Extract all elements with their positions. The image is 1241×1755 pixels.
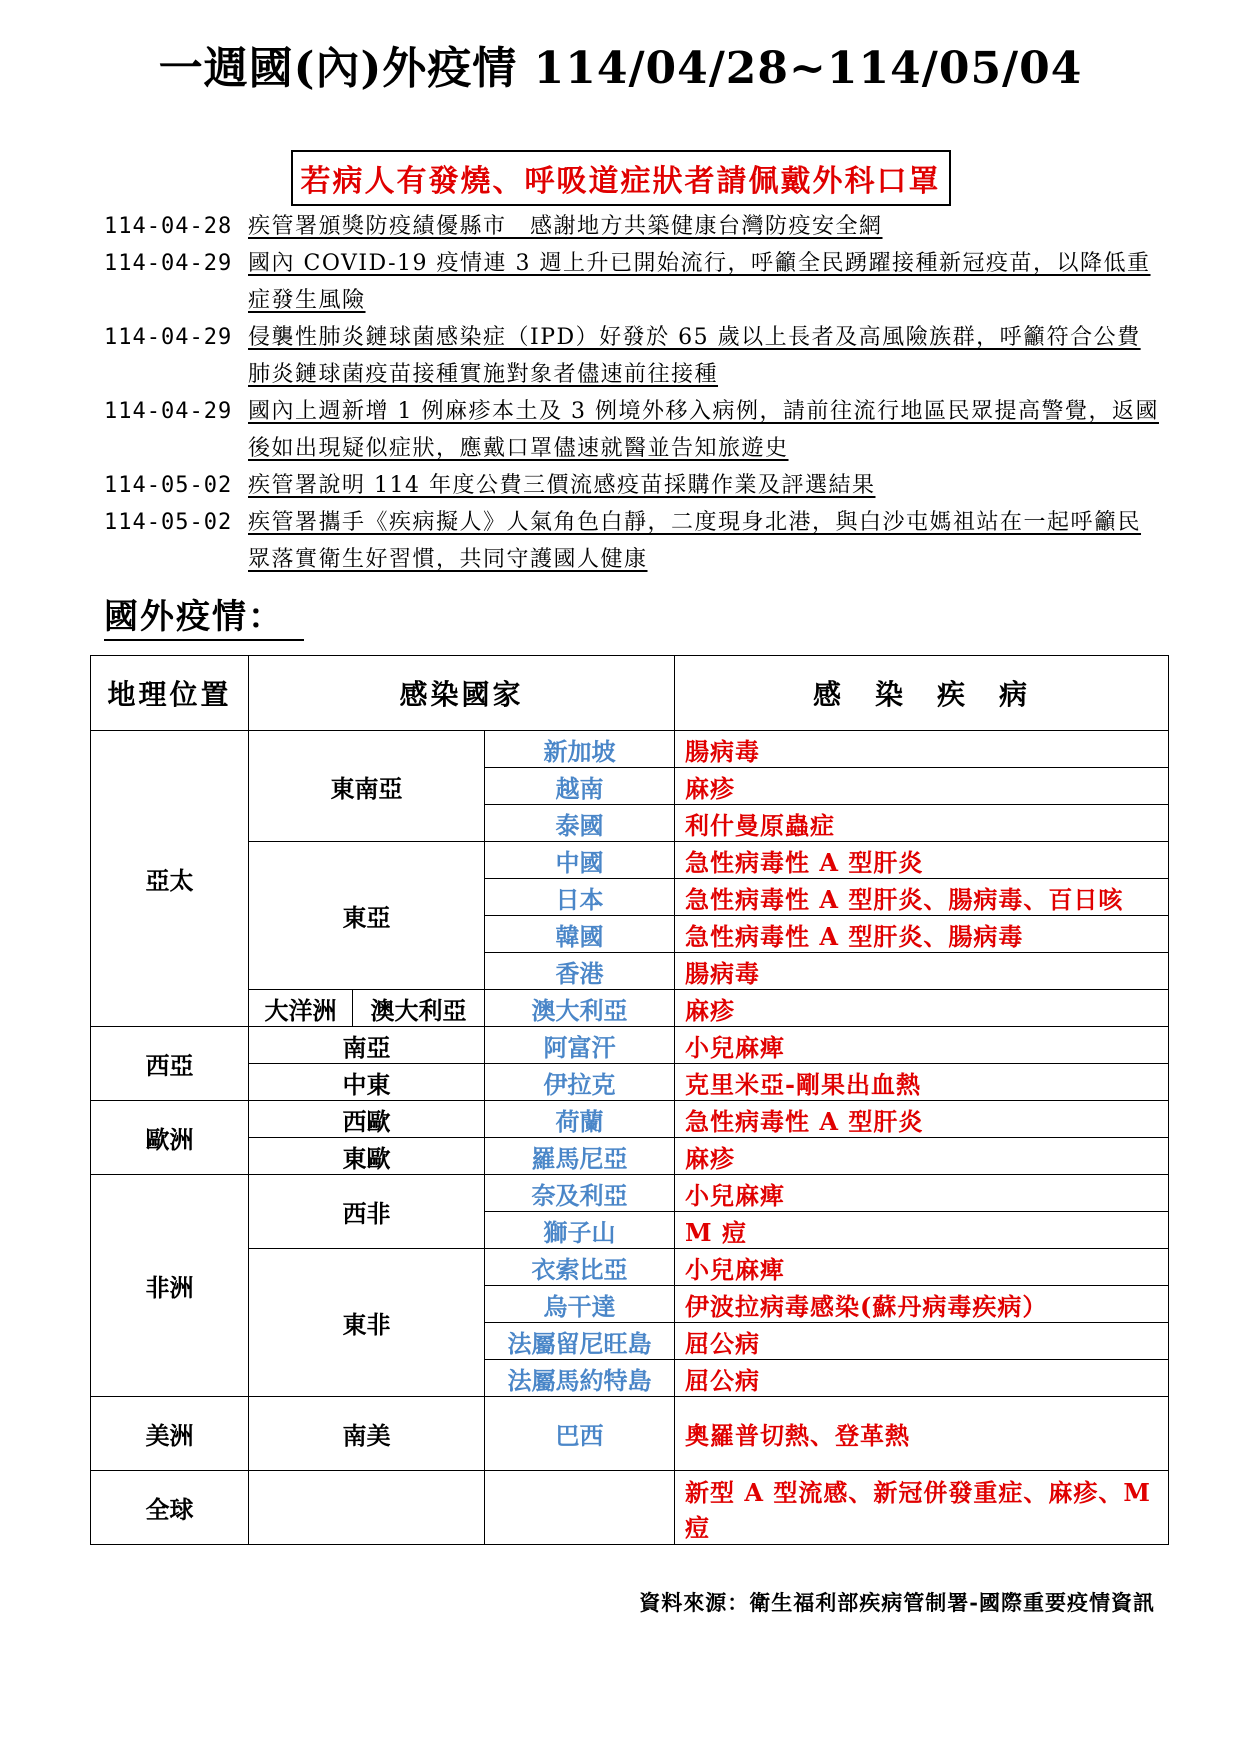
- disease-cell: 伊波拉病毒感染(蘇丹病毒疾病）: [675, 1286, 1169, 1323]
- subregion-southeast-asia: 東南亞: [249, 731, 485, 842]
- disease-cell: 屈公病: [675, 1360, 1169, 1397]
- region-asia-pacific: 亞太: [91, 731, 249, 1027]
- mask-notice: 若病人有發燒、呼吸道症狀者請佩戴外科口罩: [291, 150, 951, 206]
- disease-cell: 克里米亞-剛果出血熱: [675, 1064, 1169, 1101]
- subregion-australia: 澳大利亞: [353, 990, 485, 1027]
- news-item: [104, 208, 1164, 245]
- news-link[interactable]: 侵襲性肺炎鏈球菌感染症（IPD）好發於 65 歲以上長者及高風險族群，呼籲符合公費肺炎鏈球菌疫苗接種實施對象者儘速前往接種: [248, 325, 1141, 387]
- country-cell: 日本: [485, 879, 675, 916]
- country-cell: 荷蘭: [485, 1101, 675, 1138]
- disease-cell: 麻疹: [675, 768, 1169, 805]
- disease-cell: M 痘: [675, 1212, 1169, 1249]
- news-item: [104, 245, 1164, 319]
- region-europe: 歐洲: [91, 1101, 249, 1175]
- region-africa: 非洲: [91, 1175, 249, 1397]
- subregion-oceania: 大洋洲: [249, 990, 353, 1027]
- country-cell: 烏干達: [485, 1286, 675, 1323]
- table-header-row: [91, 656, 1169, 731]
- disease-cell: 小兒麻痺: [675, 1027, 1169, 1064]
- table-row: [91, 1064, 1169, 1101]
- subregion-south-america: 南美: [249, 1397, 485, 1471]
- table-row: [91, 842, 1169, 879]
- news-date: 114-05-02: [104, 473, 233, 498]
- disease-cell: 麻疹: [675, 1138, 1169, 1175]
- country-cell: 奈及利亞: [485, 1175, 675, 1212]
- subregion-middle-east: 中東: [249, 1064, 485, 1101]
- subregion-west-africa: 西非: [249, 1175, 485, 1249]
- news-date: 114-05-02: [104, 510, 233, 535]
- subregion-west-europe: 西歐: [249, 1101, 485, 1138]
- news-date: 114-04-29: [104, 325, 233, 350]
- disease-cell: 急性病毒性 A 型肝炎: [675, 1101, 1169, 1138]
- country-cell: 法屬留尼旺島: [485, 1323, 675, 1360]
- news-link[interactable]: 疾管署說明 114 年度公費三價流感疫苗採購作業及評選結果: [248, 473, 876, 498]
- country-cell: 澳大利亞: [485, 990, 675, 1027]
- table-row: [91, 1397, 1169, 1471]
- news-date: 114-04-29: [104, 251, 233, 276]
- table-row: [91, 1175, 1169, 1212]
- country-cell: 韓國: [485, 916, 675, 953]
- disease-cell: 麻疹: [675, 990, 1169, 1027]
- international-section-title: 國外疫情：: [104, 595, 304, 641]
- table-row: [91, 1471, 1169, 1545]
- subregion-south-asia: 南亞: [249, 1027, 485, 1064]
- table-row: [91, 1027, 1169, 1064]
- country-cell: 法屬馬約特島: [485, 1360, 675, 1397]
- disease-cell: 小兒麻痺: [675, 1175, 1169, 1212]
- news-link[interactable]: 疾管署攜手《疾病擬人》人氣角色白靜，二度現身北港，與白沙屯媽祖站在一起呼籲民眾落實衛生好習慣，共同守護國人健康: [248, 510, 1142, 572]
- region-west-asia: 西亞: [91, 1027, 249, 1101]
- disease-cell: 急性病毒性 A 型肝炎: [675, 842, 1169, 879]
- news-link[interactable]: 國內 COVID-19 疫情連 3 週上升已開始流行，呼籲全民踴躍接種新冠疫苗，以降低重症發生風險: [248, 251, 1151, 313]
- disease-cell: 急性病毒性 A 型肝炎、腸病毒、百日咳: [675, 879, 1169, 916]
- news-item: [104, 319, 1164, 393]
- disease-cell: 腸病毒: [675, 731, 1169, 768]
- subregion-east-africa: 東非: [249, 1249, 485, 1397]
- country-cell: 泰國: [485, 805, 675, 842]
- disease-cell: 奧羅普切熱、登革熱: [675, 1397, 1169, 1471]
- news-date: 114-04-28: [104, 214, 233, 239]
- region-americas: 美洲: [91, 1397, 249, 1471]
- domestic-news-list: [104, 208, 1164, 578]
- subregion-east-asia: 東亞: [249, 842, 485, 990]
- header-disease: 感 染 疾 病: [675, 656, 1169, 731]
- news-item: [104, 467, 1164, 504]
- disease-cell: 急性病毒性 A 型肝炎、腸病毒: [675, 916, 1169, 953]
- table-row: [91, 1101, 1169, 1138]
- country-cell: 中國: [485, 842, 675, 879]
- news-link[interactable]: 疾管署頒獎防疫績優縣市 感謝地方共築健康台灣防疫安全網: [248, 214, 883, 239]
- news-link[interactable]: 國內上週新增 1 例麻疹本土及 3 例境外移入病例，請前往流行地區民眾提高警覺，返國後如出現疑似症狀，應戴口罩儘速就醫並告知旅遊史: [248, 399, 1159, 461]
- page-title: 一週國(內)外疫情 114/04/28~114/05/04: [158, 43, 1083, 94]
- country-cell: 羅馬尼亞: [485, 1138, 675, 1175]
- region-global: 全球: [91, 1471, 249, 1545]
- disease-cell: 小兒麻痺: [675, 1249, 1169, 1286]
- table-row: [91, 1138, 1169, 1175]
- country-cell: 巴西: [485, 1397, 675, 1471]
- country-cell: 阿富汗: [485, 1027, 675, 1064]
- subregion-empty: [249, 1471, 485, 1545]
- disease-cell: 腸病毒: [675, 953, 1169, 990]
- international-epidemic-table: [90, 655, 1169, 1545]
- header-country: 感染國家: [249, 656, 675, 731]
- disease-cell: 新型 A 型流感、新冠併發重症、麻疹、M 痘: [675, 1471, 1169, 1545]
- country-cell: 伊拉克: [485, 1064, 675, 1101]
- country-cell: [485, 1471, 675, 1545]
- country-cell: 香港: [485, 953, 675, 990]
- disease-cell: 利什曼原蟲症: [675, 805, 1169, 842]
- news-item: [104, 504, 1164, 578]
- header-region: 地理位置: [91, 656, 249, 731]
- country-cell: 獅子山: [485, 1212, 675, 1249]
- country-cell: 新加坡: [485, 731, 675, 768]
- disease-cell: 屈公病: [675, 1323, 1169, 1360]
- news-date: 114-04-29: [104, 399, 233, 424]
- table-row: [91, 731, 1169, 768]
- data-source: 資料來源：衛生福利部疾病管制署-國際重要疫情資訊: [639, 1590, 1155, 1615]
- table-row: [91, 1249, 1169, 1286]
- table-row: [91, 990, 1169, 1027]
- subregion-east-europe: 東歐: [249, 1138, 485, 1175]
- country-cell: 越南: [485, 768, 675, 805]
- country-cell: 衣索比亞: [485, 1249, 675, 1286]
- news-item: [104, 393, 1164, 467]
